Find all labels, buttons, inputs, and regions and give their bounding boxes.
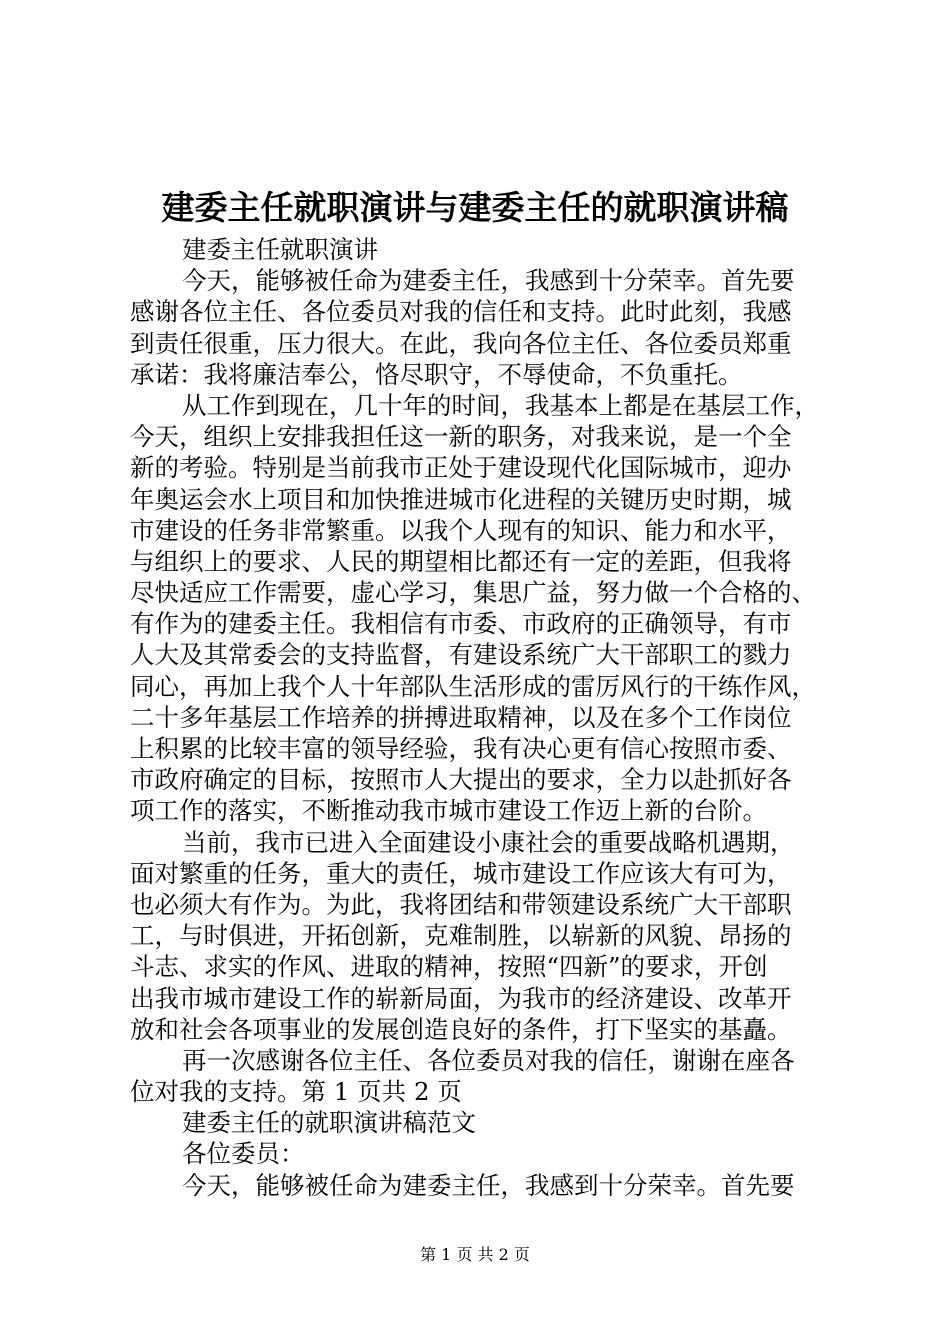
text-line: 与组织上的要求、人民的期望相比都还有一定的差距，但我将 xyxy=(130,546,792,576)
text-line: 有作为的建委主任。我相信有市委、市政府的正确领导，有市 xyxy=(130,609,792,639)
document-title: 建委主任就职演讲与建委主任的就职演讲稿 xyxy=(161,188,789,227)
text-line: 今天，组织上安排我担任这一新的职务，对我来说，是一个全 xyxy=(130,422,792,452)
text-line: 工，与时俱进，开拓创新，克难制胜，以崭新的风貌、昂扬的 xyxy=(130,921,792,951)
text-line: 市建设的任务非常繁重。以我个人现有的知识、能力和水平， xyxy=(130,515,792,545)
text-line: 年奥运会水上项目和加快推进城市化进程的关键历史时期，城 xyxy=(130,484,792,514)
text-line: 项工作的落实，不断推动我市城市建设工作迈上新的台阶。 xyxy=(130,796,767,826)
text-line: 也必须大有作为。为此，我将团结和带领建设系统广大干部职 xyxy=(130,889,792,919)
text-line: 再一次感谢各位主任、各位委员对我的信任，谢谢在座各 xyxy=(182,1045,795,1075)
text-line: 建委主任就职演讲 xyxy=(182,235,378,264)
text-line: 上积累的比较丰富的领导经验，我有决心更有信心按照市委、 xyxy=(130,734,792,763)
text-line: 今天，能够被任命为建委主任，我感到十分荣幸。首先要 xyxy=(182,266,795,296)
text-line: 建委主任的就职演讲稿范文 xyxy=(182,1108,476,1138)
text-line: 从工作到现在，几十年的时间，我基本上都是在基层工作， xyxy=(182,390,819,420)
text-line: 二十多年基层工作培养的拼搏进取精神，以及在多个工作岗位 xyxy=(130,702,792,732)
text-line: 各位委员： xyxy=(182,1139,305,1169)
page-footer: 第 1 页 共 2 页 xyxy=(420,1245,530,1264)
text-line: 同心，再加上我个人十年部队生活形成的雷厉风行的干练作风， xyxy=(130,671,816,701)
text-line: 今天，能够被任命为建委主任，我感到十分荣幸。首先要 xyxy=(182,1170,795,1200)
text-line: 人大及其常委会的支持监督，有建设系统广大干部职工的戮力 xyxy=(130,640,792,670)
text-line: 到责任很重，压力很大。在此，我向各位主任、各位委员郑重 xyxy=(130,328,792,358)
text-line: 市政府确定的目标，按照市人大提出的要求，全力以赴抓好各 xyxy=(130,765,792,795)
text-line: 位对我的支持。第 1 页共 2 页 xyxy=(130,1077,462,1107)
text-line: 感谢各位主任、各位委员对我的信任和支持。此时此刻，我感 xyxy=(130,297,792,327)
document-body xyxy=(130,234,835,1201)
text-line: 面对繁重的任务，重大的责任，城市建设工作应该大有可为， xyxy=(130,858,792,888)
text-line: 放和社会各项事业的发展创造良好的条件，打下坚实的基矗。 xyxy=(130,1014,792,1044)
text-line: 承诺：我将廉洁奉公，恪尽职守，不辱使命，不负重托。 xyxy=(130,359,743,389)
text-line: 斗志、求实的作风、进取的精神，按照“四新”的要求，开创 xyxy=(130,952,768,982)
text-line: 尽快适应工作需要，虚心学习，集思广益，努力做一个合格的、 xyxy=(130,578,816,608)
text-line: 当前，我市已进入全面建设小康社会的重要战略机遇期， xyxy=(182,827,795,857)
text-line: 新的考验。特别是当前我市正处于建设现代化国际城市，迎办 xyxy=(130,453,792,483)
text-line: 出我市城市建设工作的崭新局面，为我市的经济建设、改革开 xyxy=(130,983,792,1013)
